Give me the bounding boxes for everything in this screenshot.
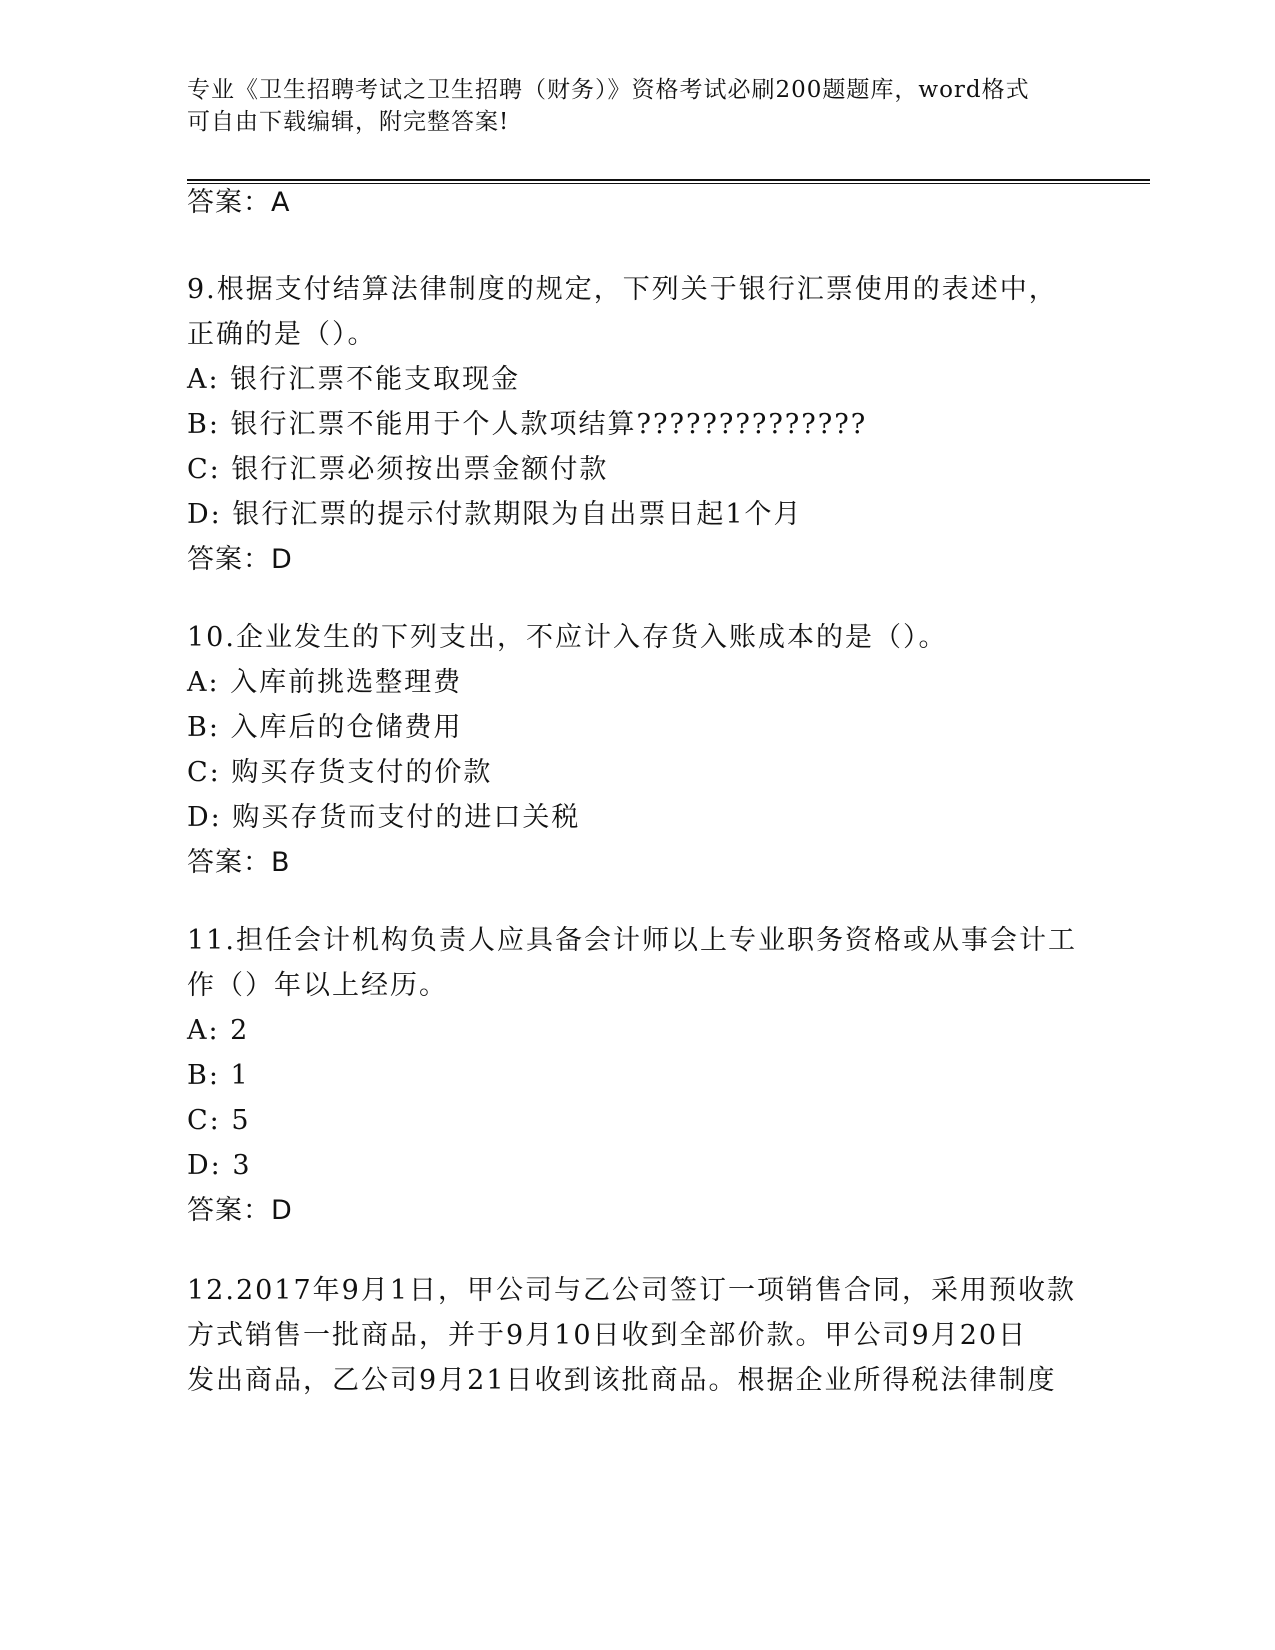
header-line-1: 专业《卫生招聘考试之卫生招聘（财务）》资格考试必刷200题题库，word格式 bbox=[187, 77, 1030, 103]
option-c: C: 5 bbox=[187, 1105, 251, 1136]
question-stem-line: 方式销售一批商品，并于9月10日收到全部价款。甲公司9月20日 bbox=[187, 1320, 1028, 1351]
option-d: D: 3 bbox=[187, 1150, 252, 1181]
option-c: C: 银行汇票必须按出票金额付款 bbox=[187, 454, 609, 485]
option-b: B: 银行汇票不能用于个人款项结算?????????????? bbox=[187, 409, 868, 440]
question-12 bbox=[187, 1268, 1087, 1403]
answer-label: 答案：D bbox=[187, 1195, 293, 1226]
option-a: A: 2 bbox=[187, 1015, 250, 1046]
question-stem-line: 10.企业发生的下列支出，不应计入存货入账成本的是（）。 bbox=[187, 622, 948, 653]
option-b: B: 1 bbox=[187, 1060, 250, 1091]
question-stem-line: 正确的是（）。 bbox=[187, 319, 377, 350]
prev-answer-block bbox=[187, 180, 1087, 225]
question-stem-line: 作（）年以上经历。 bbox=[187, 970, 448, 1001]
option-c: C: 购买存货支付的价款 bbox=[187, 757, 493, 788]
option-b: B: 入库后的仓储费用 bbox=[187, 712, 463, 743]
question-stem-line: 发出商品，乙公司9月21日收到该批商品。根据企业所得税法律制度 bbox=[187, 1365, 1057, 1396]
answer-label: 答案：A bbox=[187, 187, 291, 218]
question-10 bbox=[187, 615, 1087, 885]
document-header bbox=[187, 74, 1067, 138]
question-stem-line: 11.担任会计机构负责人应具备会计师以上专业职务资格或从事会计工 bbox=[187, 925, 1077, 956]
option-d: D: 银行汇票的提示付款期限为自出票日起1个月 bbox=[187, 499, 803, 530]
option-a: A: 银行汇票不能支取现金 bbox=[187, 364, 521, 395]
question-stem-line: 12.2017年9月1日，甲公司与乙公司签订一项销售合同，采用预收款 bbox=[187, 1275, 1077, 1306]
answer-label: 答案：B bbox=[187, 847, 291, 878]
question-11 bbox=[187, 918, 1087, 1233]
answer-label: 答案：D bbox=[187, 544, 293, 575]
header-line-2: 可自由下载编辑，附完整答案! bbox=[187, 109, 510, 135]
option-d: D: 购买存货而支付的进口关税 bbox=[187, 802, 581, 833]
option-a: A: 入库前挑选整理费 bbox=[187, 667, 463, 698]
question-stem-line: 9.根据支付结算法律制度的规定，下列关于银行汇票使用的表述中， bbox=[187, 274, 1058, 305]
question-9 bbox=[187, 267, 1087, 582]
